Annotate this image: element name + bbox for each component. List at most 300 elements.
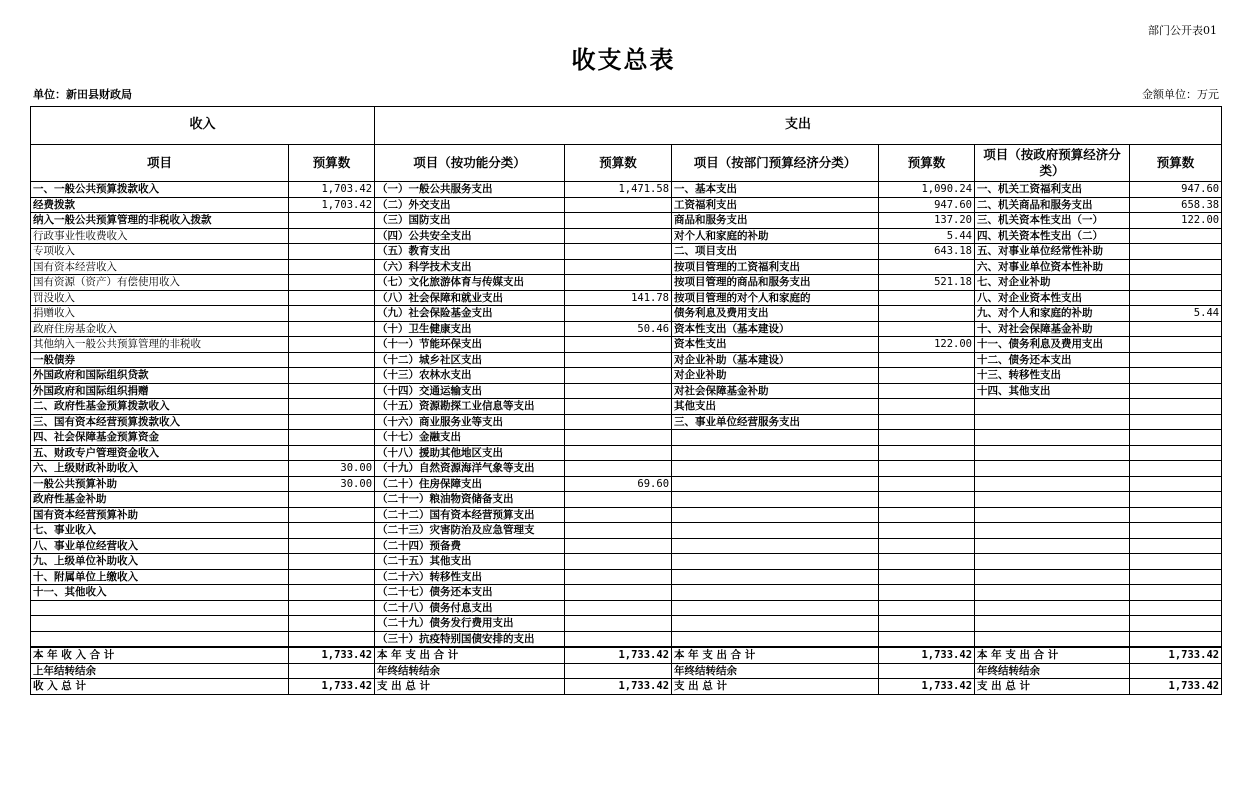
income-amount bbox=[289, 321, 375, 337]
income-item: 专项收入 bbox=[31, 244, 289, 260]
gov-econ-item bbox=[975, 523, 1130, 539]
income-amount bbox=[289, 523, 375, 539]
col-header: 预算数 bbox=[565, 145, 672, 182]
gov-econ-item: 七、对企业补助 bbox=[975, 275, 1130, 291]
gov-econ-item: 本 年 支 出 合 计 bbox=[975, 647, 1130, 663]
income-item: 其他纳入一般公共预算管理的非税收 bbox=[31, 337, 289, 353]
table-row bbox=[31, 244, 1222, 260]
gov-econ-amount bbox=[1130, 430, 1222, 446]
income-item: 政府住房基金收入 bbox=[31, 321, 289, 337]
table-row bbox=[31, 538, 1222, 554]
income-item: 外国政府和国际组织捐赠 bbox=[31, 383, 289, 399]
function-amount bbox=[565, 523, 672, 539]
expense-group-header: 支出 bbox=[375, 107, 1222, 145]
function-item: 本 年 支 出 合 计 bbox=[375, 647, 565, 663]
dept-econ-item bbox=[672, 445, 879, 461]
col-header: 预算数 bbox=[879, 145, 975, 182]
function-amount bbox=[565, 197, 672, 213]
income-item: 国有资本经营收入 bbox=[31, 259, 289, 275]
dept-econ-item: 二、项目支出 bbox=[672, 244, 879, 260]
function-amount bbox=[565, 445, 672, 461]
function-item: （十九）自然资源海洋气象等支出 bbox=[375, 461, 565, 477]
income-item: 七、事业收入 bbox=[31, 523, 289, 539]
income-amount bbox=[289, 507, 375, 523]
income-amount bbox=[289, 569, 375, 585]
gov-econ-amount bbox=[1130, 337, 1222, 353]
function-item: （十七）金融支出 bbox=[375, 430, 565, 446]
gov-econ-amount: 122.00 bbox=[1130, 213, 1222, 229]
gov-econ-amount: 5.44 bbox=[1130, 306, 1222, 322]
dept-econ-amount bbox=[879, 663, 975, 679]
income-amount bbox=[289, 631, 375, 647]
dept-econ-amount bbox=[879, 321, 975, 337]
dept-econ-amount: 5.44 bbox=[879, 228, 975, 244]
income-amount bbox=[289, 492, 375, 508]
dept-econ-amount bbox=[879, 554, 975, 570]
income-amount bbox=[289, 554, 375, 570]
gov-econ-amount bbox=[1130, 507, 1222, 523]
gov-econ-item: 九、对个人和家庭的补助 bbox=[975, 306, 1130, 322]
dept-econ-amount bbox=[879, 523, 975, 539]
table-row bbox=[31, 492, 1222, 508]
income-item: 外国政府和国际组织贷款 bbox=[31, 368, 289, 384]
function-item: （二十五）其他支出 bbox=[375, 554, 565, 570]
function-amount: 1,471.58 bbox=[565, 182, 672, 198]
income-item bbox=[31, 600, 289, 616]
income-amount bbox=[289, 337, 375, 353]
function-item: （十一）节能环保支出 bbox=[375, 337, 565, 353]
income-item: 十一、其他收入 bbox=[31, 585, 289, 601]
gov-econ-item bbox=[975, 569, 1130, 585]
table-row bbox=[31, 306, 1222, 322]
income-item bbox=[31, 631, 289, 647]
income-amount: 1,733.42 bbox=[289, 679, 375, 695]
gov-econ-amount bbox=[1130, 600, 1222, 616]
gov-econ-item bbox=[975, 631, 1130, 647]
table-row bbox=[31, 445, 1222, 461]
dept-econ-item: 对个人和家庭的补助 bbox=[672, 228, 879, 244]
table-row bbox=[31, 213, 1222, 229]
function-amount bbox=[565, 306, 672, 322]
gov-econ-amount bbox=[1130, 259, 1222, 275]
dept-econ-item bbox=[672, 523, 879, 539]
income-amount: 30.00 bbox=[289, 461, 375, 477]
gov-econ-item: 十一、债务利息及费用支出 bbox=[975, 337, 1130, 353]
income-item: 八、事业单位经营收入 bbox=[31, 538, 289, 554]
function-item: （四）公共安全支出 bbox=[375, 228, 565, 244]
dept-econ-amount: 947.60 bbox=[879, 197, 975, 213]
dept-econ-item bbox=[672, 507, 879, 523]
table-row bbox=[31, 647, 1222, 663]
gov-econ-amount: 658.38 bbox=[1130, 197, 1222, 213]
function-amount bbox=[565, 663, 672, 679]
dept-econ-item: 按项目管理的商品和服务支出 bbox=[672, 275, 879, 291]
gov-econ-amount bbox=[1130, 244, 1222, 260]
income-item: 经费拨款 bbox=[31, 197, 289, 213]
function-item: （十四）交通运输支出 bbox=[375, 383, 565, 399]
income-item: 政府性基金补助 bbox=[31, 492, 289, 508]
document-code: 部门公开表01 bbox=[1148, 24, 1217, 37]
income-item: 九、上级单位补助收入 bbox=[31, 554, 289, 570]
dept-econ-item bbox=[672, 631, 879, 647]
gov-econ-item bbox=[975, 616, 1130, 632]
gov-econ-amount bbox=[1130, 414, 1222, 430]
dept-econ-amount bbox=[879, 507, 975, 523]
dept-econ-amount bbox=[879, 631, 975, 647]
income-item: 三、国有资本经营预算拨款收入 bbox=[31, 414, 289, 430]
function-amount bbox=[565, 492, 672, 508]
income-item: 一般公共预算补助 bbox=[31, 476, 289, 492]
table-row bbox=[31, 414, 1222, 430]
function-amount bbox=[565, 507, 672, 523]
income-amount bbox=[289, 213, 375, 229]
income-amount bbox=[289, 244, 375, 260]
gov-econ-amount: 1,733.42 bbox=[1130, 679, 1222, 695]
gov-econ-item: 十、对社会保障基金补助 bbox=[975, 321, 1130, 337]
function-amount bbox=[565, 244, 672, 260]
col-header: 项目 bbox=[31, 145, 289, 182]
income-item bbox=[31, 616, 289, 632]
dept-econ-item: 对企业补助 bbox=[672, 368, 879, 384]
dept-econ-amount: 1,090.24 bbox=[879, 182, 975, 198]
function-item: （二十一）粮油物资储备支出 bbox=[375, 492, 565, 508]
dept-econ-amount bbox=[879, 430, 975, 446]
function-item: （十三）农林水支出 bbox=[375, 368, 565, 384]
gov-econ-amount bbox=[1130, 368, 1222, 384]
gov-econ-amount bbox=[1130, 383, 1222, 399]
income-amount bbox=[289, 445, 375, 461]
function-item: （三十）抗疫特别国债安排的支出 bbox=[375, 631, 565, 647]
dept-econ-amount: 122.00 bbox=[879, 337, 975, 353]
income-item: 捐赠收入 bbox=[31, 306, 289, 322]
function-item: （五）教育支出 bbox=[375, 244, 565, 260]
col-header: 项目（按部门预算经济分类） bbox=[672, 145, 879, 182]
gov-econ-amount bbox=[1130, 352, 1222, 368]
dept-econ-item: 按项目管理的对个人和家庭的 bbox=[672, 290, 879, 306]
function-amount bbox=[565, 213, 672, 229]
income-amount bbox=[289, 259, 375, 275]
dept-econ-item bbox=[672, 600, 879, 616]
table-row bbox=[31, 430, 1222, 446]
income-amount bbox=[289, 352, 375, 368]
dept-econ-item: 工资福利支出 bbox=[672, 197, 879, 213]
gov-econ-item: 年终结转结余 bbox=[975, 663, 1130, 679]
function-amount: 1,733.42 bbox=[565, 679, 672, 695]
function-amount bbox=[565, 259, 672, 275]
gov-econ-amount bbox=[1130, 538, 1222, 554]
income-amount bbox=[289, 538, 375, 554]
function-amount: 1,733.42 bbox=[565, 647, 672, 663]
income-item: 本 年 收 入 合 计 bbox=[31, 647, 289, 663]
gov-econ-item: 八、对企业资本性支出 bbox=[975, 290, 1130, 306]
dept-econ-item: 其他支出 bbox=[672, 399, 879, 415]
dept-econ-amount bbox=[879, 445, 975, 461]
table-row bbox=[31, 461, 1222, 477]
dept-econ-amount bbox=[879, 492, 975, 508]
function-amount: 69.60 bbox=[565, 476, 672, 492]
dept-econ-item: 三、事业单位经营服务支出 bbox=[672, 414, 879, 430]
income-amount bbox=[289, 399, 375, 415]
income-item: 四、社会保障基金预算资金 bbox=[31, 430, 289, 446]
table-row bbox=[31, 631, 1222, 647]
gov-econ-amount bbox=[1130, 631, 1222, 647]
income-amount bbox=[289, 663, 375, 679]
gov-econ-item: 五、对事业单位经常性补助 bbox=[975, 244, 1130, 260]
table-row bbox=[31, 679, 1222, 695]
dept-econ-amount: 521.18 bbox=[879, 275, 975, 291]
table-row bbox=[31, 476, 1222, 492]
income-amount bbox=[289, 616, 375, 632]
table-row bbox=[31, 600, 1222, 616]
function-amount bbox=[565, 631, 672, 647]
income-amount bbox=[289, 585, 375, 601]
income-item: 纳入一般公共预算管理的非税收入拨款 bbox=[31, 213, 289, 229]
gov-econ-item: 十二、债务还本支出 bbox=[975, 352, 1130, 368]
function-amount bbox=[565, 383, 672, 399]
income-item: 上年结转结余 bbox=[31, 663, 289, 679]
function-amount: 141.78 bbox=[565, 290, 672, 306]
dept-econ-item: 商品和服务支出 bbox=[672, 213, 879, 229]
function-amount: 50.46 bbox=[565, 321, 672, 337]
income-item: 六、上级财政补助收入 bbox=[31, 461, 289, 477]
table-body bbox=[31, 182, 1222, 695]
function-amount bbox=[565, 368, 672, 384]
function-amount bbox=[565, 399, 672, 415]
function-item: （二十）住房保障支出 bbox=[375, 476, 565, 492]
table-row bbox=[31, 352, 1222, 368]
income-item: 收 入 总 计 bbox=[31, 679, 289, 695]
dept-econ-item: 年终结转结余 bbox=[672, 663, 879, 679]
dept-econ-item: 按项目管理的工资福利支出 bbox=[672, 259, 879, 275]
gov-econ-item bbox=[975, 538, 1130, 554]
dept-econ-item: 对社会保障基金补助 bbox=[672, 383, 879, 399]
function-item: （十）卫生健康支出 bbox=[375, 321, 565, 337]
table-row bbox=[31, 399, 1222, 415]
dept-econ-amount bbox=[879, 306, 975, 322]
gov-econ-item: 四、机关资本性支出（二） bbox=[975, 228, 1130, 244]
dept-econ-amount bbox=[879, 368, 975, 384]
table-row bbox=[31, 523, 1222, 539]
income-amount bbox=[289, 414, 375, 430]
table-row bbox=[31, 616, 1222, 632]
gov-econ-amount bbox=[1130, 585, 1222, 601]
dept-econ-item bbox=[672, 569, 879, 585]
gov-econ-amount bbox=[1130, 616, 1222, 632]
gov-econ-amount bbox=[1130, 492, 1222, 508]
col-header: 预算数 bbox=[1130, 145, 1222, 182]
dept-econ-amount bbox=[879, 585, 975, 601]
function-item: （三）国防支出 bbox=[375, 213, 565, 229]
table-row bbox=[31, 507, 1222, 523]
dept-econ-amount bbox=[879, 259, 975, 275]
function-item: （十八）援助其他地区支出 bbox=[375, 445, 565, 461]
table-row bbox=[31, 337, 1222, 353]
dept-econ-item bbox=[672, 554, 879, 570]
dept-econ-item: 对企业补助（基本建设） bbox=[672, 352, 879, 368]
gov-econ-item bbox=[975, 430, 1130, 446]
dept-econ-item: 支 出 总 计 bbox=[672, 679, 879, 695]
dept-econ-item: 本 年 支 出 合 计 bbox=[672, 647, 879, 663]
function-amount bbox=[565, 538, 672, 554]
function-item: 年终结转结余 bbox=[375, 663, 565, 679]
function-item: （十二）城乡社区支出 bbox=[375, 352, 565, 368]
function-item: （二十六）转移性支出 bbox=[375, 569, 565, 585]
gov-econ-item: 六、对事业单位资本性补助 bbox=[975, 259, 1130, 275]
function-amount bbox=[565, 430, 672, 446]
gov-econ-amount bbox=[1130, 290, 1222, 306]
dept-econ-amount bbox=[879, 414, 975, 430]
income-item: 五、财政专户管理资金收入 bbox=[31, 445, 289, 461]
function-amount bbox=[565, 585, 672, 601]
function-item: （二）外交支出 bbox=[375, 197, 565, 213]
gov-econ-amount bbox=[1130, 663, 1222, 679]
function-item: （二十二）国有资本经营预算支出 bbox=[375, 507, 565, 523]
function-amount bbox=[565, 228, 672, 244]
function-item: （二十九）债务发行费用支出 bbox=[375, 616, 565, 632]
table-row bbox=[31, 197, 1222, 213]
income-amount bbox=[289, 383, 375, 399]
gov-econ-item: 十三、转移性支出 bbox=[975, 368, 1130, 384]
dept-econ-item: 资本性支出（基本建设） bbox=[672, 321, 879, 337]
table-row bbox=[31, 290, 1222, 306]
income-amount bbox=[289, 275, 375, 291]
dept-econ-item bbox=[672, 585, 879, 601]
function-amount bbox=[565, 554, 672, 570]
income-item: 十、附属单位上缴收入 bbox=[31, 569, 289, 585]
table-row bbox=[31, 259, 1222, 275]
gov-econ-item: 三、机关资本性支出（一） bbox=[975, 213, 1130, 229]
gov-econ-item bbox=[975, 554, 1130, 570]
function-item: 支 出 总 计 bbox=[375, 679, 565, 695]
budget-summary-table bbox=[30, 106, 1222, 695]
table-row bbox=[31, 569, 1222, 585]
function-item: （十六）商业服务业等支出 bbox=[375, 414, 565, 430]
income-item: 二、政府性基金预算拨款收入 bbox=[31, 399, 289, 415]
income-amount: 1,733.42 bbox=[289, 647, 375, 663]
function-item: （二十三）灾害防治及应急管理支 bbox=[375, 523, 565, 539]
dept-econ-item bbox=[672, 430, 879, 446]
gov-econ-item bbox=[975, 492, 1130, 508]
dept-econ-amount bbox=[879, 476, 975, 492]
table-row bbox=[31, 585, 1222, 601]
gov-econ-item bbox=[975, 585, 1130, 601]
income-amount bbox=[289, 306, 375, 322]
dept-econ-amount bbox=[879, 383, 975, 399]
gov-econ-amount bbox=[1130, 399, 1222, 415]
income-item: 国有资源（资产）有偿使用收入 bbox=[31, 275, 289, 291]
gov-econ-amount: 1,733.42 bbox=[1130, 647, 1222, 663]
gov-econ-item: 一、机关工资福利支出 bbox=[975, 182, 1130, 198]
gov-econ-amount bbox=[1130, 445, 1222, 461]
dept-econ-item bbox=[672, 461, 879, 477]
income-amount: 1,703.42 bbox=[289, 182, 375, 198]
gov-econ-amount bbox=[1130, 554, 1222, 570]
dept-econ-amount bbox=[879, 538, 975, 554]
gov-econ-item bbox=[975, 414, 1130, 430]
table-row bbox=[31, 228, 1222, 244]
income-amount bbox=[289, 430, 375, 446]
income-item: 罚没收入 bbox=[31, 290, 289, 306]
income-amount bbox=[289, 600, 375, 616]
gov-econ-amount: 947.60 bbox=[1130, 182, 1222, 198]
table-row bbox=[31, 368, 1222, 384]
gov-econ-amount bbox=[1130, 461, 1222, 477]
function-amount bbox=[565, 414, 672, 430]
function-amount bbox=[565, 337, 672, 353]
gov-econ-item bbox=[975, 507, 1130, 523]
dept-econ-amount bbox=[879, 569, 975, 585]
gov-econ-item bbox=[975, 461, 1130, 477]
table-row bbox=[31, 182, 1222, 198]
gov-econ-item: 支 出 总 计 bbox=[975, 679, 1130, 695]
col-header: 预算数 bbox=[289, 145, 375, 182]
income-item: 一、一般公共预算拨款收入 bbox=[31, 182, 289, 198]
function-item: （六）科学技术支出 bbox=[375, 259, 565, 275]
dept-econ-amount bbox=[879, 290, 975, 306]
income-amount bbox=[289, 228, 375, 244]
dept-econ-item bbox=[672, 476, 879, 492]
function-amount bbox=[565, 352, 672, 368]
table-row bbox=[31, 383, 1222, 399]
gov-econ-amount bbox=[1130, 569, 1222, 585]
function-amount bbox=[565, 569, 672, 585]
function-amount bbox=[565, 600, 672, 616]
dept-econ-item: 债务利息及费用支出 bbox=[672, 306, 879, 322]
gov-econ-item bbox=[975, 600, 1130, 616]
income-amount bbox=[289, 368, 375, 384]
col-header: 项目（按政府预算经济分类） bbox=[975, 145, 1130, 182]
table-row bbox=[31, 554, 1222, 570]
page-title: 收支总表 bbox=[571, 45, 676, 74]
unit-label: 单位：新田县财政局 bbox=[33, 88, 132, 101]
gov-econ-item bbox=[975, 445, 1130, 461]
gov-econ-amount bbox=[1130, 523, 1222, 539]
dept-econ-amount bbox=[879, 461, 975, 477]
dept-econ-amount bbox=[879, 616, 975, 632]
dept-econ-amount: 1,733.42 bbox=[879, 647, 975, 663]
function-item: （十五）资源勘探工业信息等支出 bbox=[375, 399, 565, 415]
function-item: （一）一般公共服务支出 bbox=[375, 182, 565, 198]
gov-econ-amount bbox=[1130, 321, 1222, 337]
dept-econ-amount bbox=[879, 399, 975, 415]
dept-econ-amount: 643.18 bbox=[879, 244, 975, 260]
function-item: （二十七）债务还本支出 bbox=[375, 585, 565, 601]
table-row bbox=[31, 663, 1222, 679]
income-amount bbox=[289, 290, 375, 306]
dept-econ-item bbox=[672, 616, 879, 632]
income-item: 国有资本经营预算补助 bbox=[31, 507, 289, 523]
function-amount bbox=[565, 616, 672, 632]
income-amount: 30.00 bbox=[289, 476, 375, 492]
income-item: 行政事业性收费收入 bbox=[31, 228, 289, 244]
dept-econ-amount: 137.20 bbox=[879, 213, 975, 229]
income-item: 一般债券 bbox=[31, 352, 289, 368]
income-group-header: 收入 bbox=[31, 107, 375, 145]
dept-econ-amount: 1,733.42 bbox=[879, 679, 975, 695]
gov-econ-amount bbox=[1130, 228, 1222, 244]
dept-econ-item: 资本性支出 bbox=[672, 337, 879, 353]
gov-econ-item bbox=[975, 399, 1130, 415]
table-row bbox=[31, 321, 1222, 337]
amount-unit-label: 金额单位：万元 bbox=[1142, 88, 1219, 101]
function-amount bbox=[565, 275, 672, 291]
function-amount bbox=[565, 461, 672, 477]
dept-econ-amount bbox=[879, 352, 975, 368]
dept-econ-item bbox=[672, 538, 879, 554]
table-row bbox=[31, 275, 1222, 291]
dept-econ-item: 一、基本支出 bbox=[672, 182, 879, 198]
gov-econ-amount bbox=[1130, 476, 1222, 492]
